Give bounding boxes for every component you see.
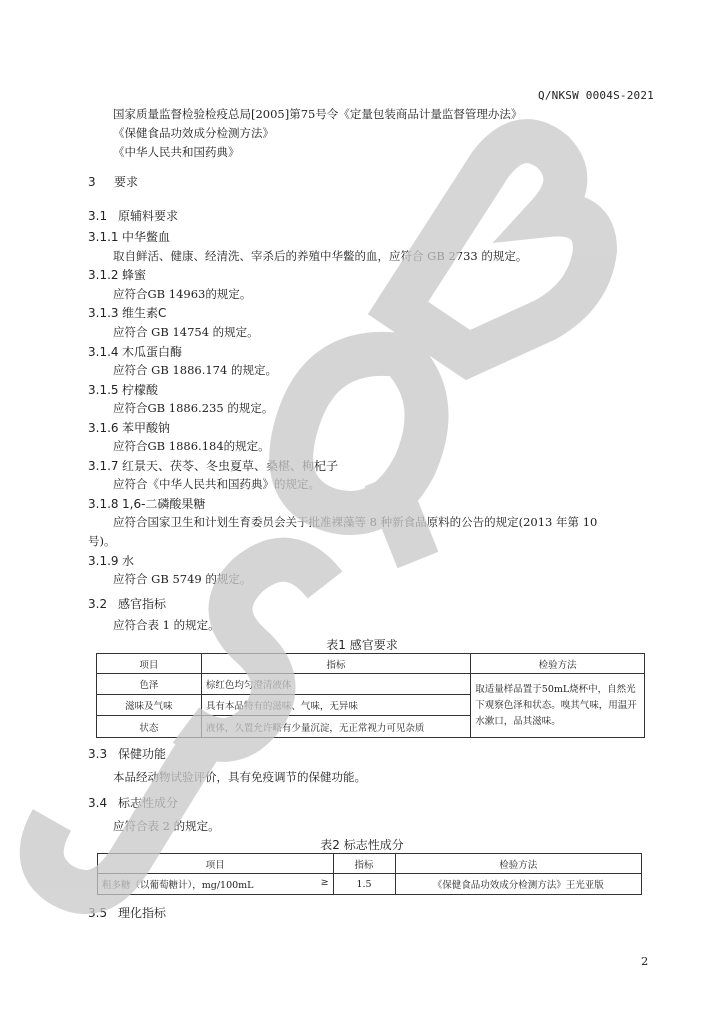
subsection-text: 应符合 GB 14754 的规定。 xyxy=(113,325,259,339)
table-row xyxy=(98,874,642,895)
table1-item: 滋味及气味 xyxy=(97,695,202,716)
subsection-text: 应符合GB 1886.184的规定。 xyxy=(113,439,270,453)
subsection-heading: 3.1.1 中华鳖血 xyxy=(88,230,171,244)
section-text: 应符合表 1 的规定。 xyxy=(113,618,220,632)
subsection-heading: 3.1.3 维生素C xyxy=(88,306,167,320)
subsection-heading: 3.1.4 木瓜蛋白酶 xyxy=(88,345,183,359)
table1-header-row xyxy=(97,654,645,674)
table2-header-index: 指标 xyxy=(333,854,395,874)
subsection-text: 应符合《中华人民共和国药典》的规定。 xyxy=(113,477,320,491)
subsection-text: 取自鲜活、健康、经清洗、宰杀后的养殖中华鳖的血，应符合 GB 2733 的规定。 xyxy=(113,249,528,263)
table1-header-method: 检验方法 xyxy=(471,654,645,674)
subsection-heading: 3.1.7 红景天、茯苓、冬虫夏草、桑椹、枸杞子 xyxy=(88,459,339,473)
subsection-text: 应符合GB 14963的规定。 xyxy=(113,287,252,301)
section-heading: 3.2 感官指标 xyxy=(88,597,167,611)
subsection-text: 应符合 GB 1886.174 的规定。 xyxy=(113,363,277,377)
subsection-heading: 3.1.6 苯甲酸钠 xyxy=(88,421,171,435)
table2-caption: 表2 标志性成分 xyxy=(320,838,404,852)
subsection-heading: 3.1.2 蜂蜜 xyxy=(88,268,147,282)
table2-header-item: 项目 xyxy=(98,854,334,874)
table1-header-item: 项目 xyxy=(97,654,202,674)
table1-value: 具有本品特有的滋味、气味，无异味 xyxy=(201,695,470,716)
reference-line: 《中华人民共和国药典》 xyxy=(113,145,240,159)
table1-caption: 表1 感官要求 xyxy=(326,638,398,652)
section-text: 本品经动物试验评价，具有免疫调节的保健功能。 xyxy=(113,770,366,784)
table2 xyxy=(97,853,642,895)
table1-value: 液体，久置允许略有少量沉淀，无正常视力可见杂质 xyxy=(201,716,470,738)
subsection-heading: 3.1.8 1,6-二磷酸果糖 xyxy=(88,497,206,511)
subsection-heading: 3.1.5 柠檬酸 xyxy=(88,383,159,397)
table2-value: 1.5 xyxy=(333,874,395,895)
table1-header-index: 指标 xyxy=(201,654,470,674)
subsection-text: 应符合国家卫生和计划生育委员会关于批准裸藻等 8 种新食品原料的公告的规定(2013 年第 10 xyxy=(113,515,598,529)
section-heading: 3.5 理化指标 xyxy=(88,906,167,920)
reference-line: 《保健食品功效成分检测方法》 xyxy=(113,126,274,140)
subsection-text: 应符合GB 1886.235 的规定。 xyxy=(113,401,274,415)
table2-symbol: ≥ xyxy=(320,877,329,888)
subsection-text: 应符合 GB 5749 的规定。 xyxy=(113,572,252,586)
reference-line: 国家质量监督检验检疫总局[2005]第75号令《定量包装商品计量监督管理办法》 xyxy=(113,107,523,121)
document-code: Q/NKSW 0004S-2021 xyxy=(538,89,654,102)
section-heading: 3 要求 xyxy=(88,175,139,189)
table1-value: 棕红色均匀澄清液体 xyxy=(201,674,470,695)
section-text: 应符合表 2 的规定。 xyxy=(113,819,220,833)
table1-method: 取适量样品置于50mL烧杯中，自然光下观察色泽和状态。嗅其气味，用温开水漱口，品其滋味。 xyxy=(471,674,645,738)
page-number: 2 xyxy=(641,954,649,968)
table2-header-method: 检验方法 xyxy=(395,854,642,874)
table1 xyxy=(96,653,645,738)
table1-item: 色泽 xyxy=(97,674,202,695)
table2-item: 粗多糖（以葡萄糖计），mg/100mL ≥ xyxy=(98,874,334,895)
table2-header-row xyxy=(98,854,642,874)
subsection-text-continued: 号)。 xyxy=(88,534,116,548)
section-heading: 3.4 标志性成分 xyxy=(88,796,179,810)
section-heading: 3.1 原辅料要求 xyxy=(88,209,179,223)
table2-method: 《保健食品功效成分检测方法》王光亚版 xyxy=(395,874,642,895)
table-row xyxy=(97,674,645,695)
table1-item: 状态 xyxy=(97,716,202,738)
subsection-heading: 3.1.9 水 xyxy=(88,554,135,568)
section-heading: 3.3 保健功能 xyxy=(88,747,167,761)
